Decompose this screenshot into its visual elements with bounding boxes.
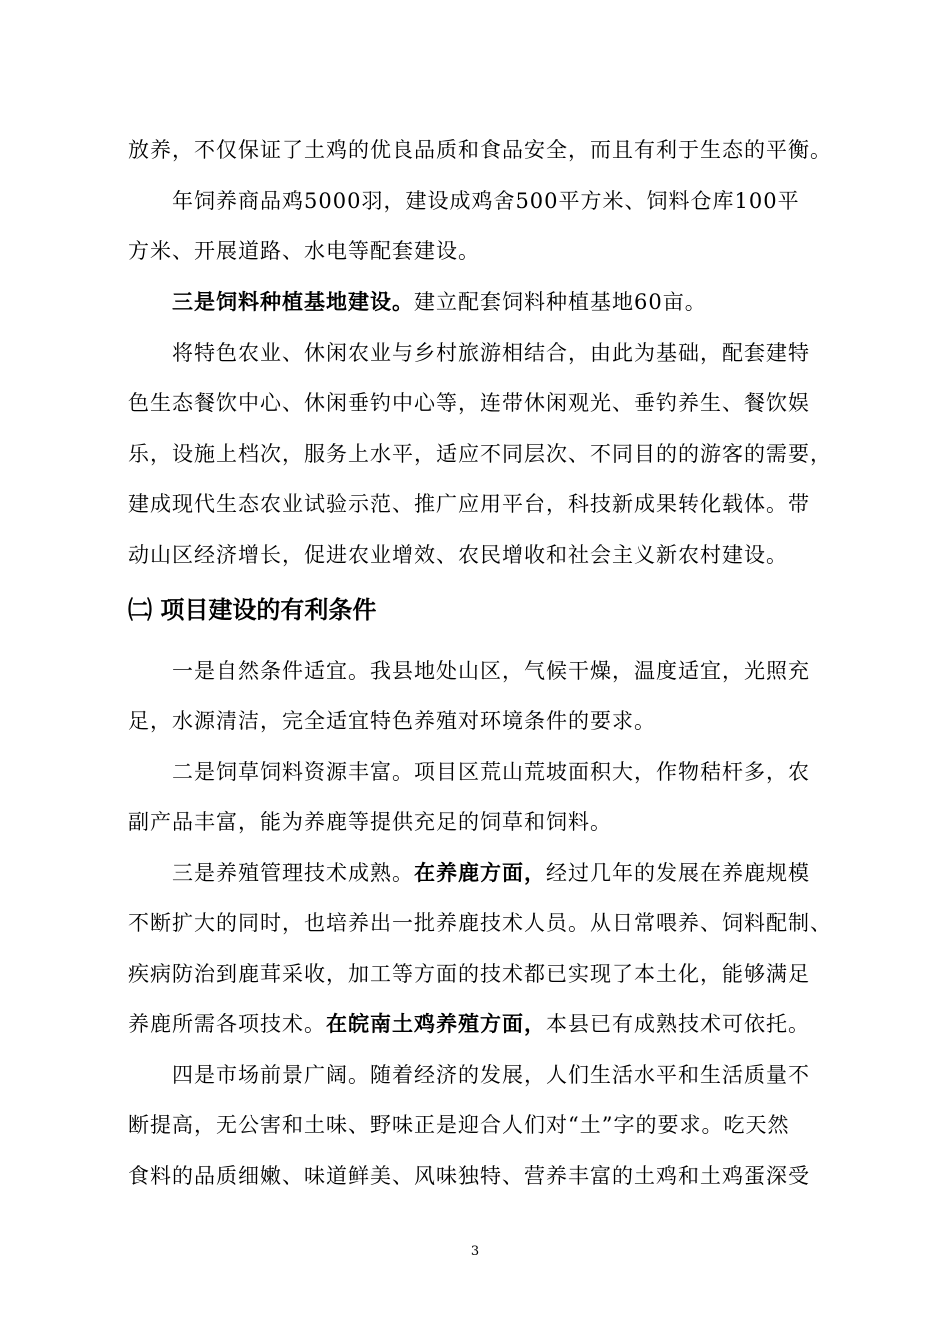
text-line: 副产品丰富，能为养鹿等提供充足的饲草和饲料。 xyxy=(128,810,612,834)
bold-phrase: 在养鹿方面， xyxy=(414,860,546,885)
text-line: 食料的品质细嫩、味道鲜美、风味独特、营养丰富的土鸡和土鸡蛋深受 xyxy=(128,1164,810,1188)
line-text: 三是养殖管理技术成熟。 xyxy=(172,861,414,885)
section-heading: ㈡ 项目建设的有利条件 xyxy=(128,596,377,624)
line-text: 建立配套饲料种植基地60亩。 xyxy=(414,290,707,314)
text-line xyxy=(128,1009,810,1039)
text-line xyxy=(172,858,810,888)
page-number: 3 xyxy=(470,1244,480,1259)
text-line: 二是饲草饲料资源丰富。项目区荒山荒坡面积大，作物秸杆多，农 xyxy=(172,760,810,784)
text-line: 不断扩大的同时，也培养出一批养鹿技术人员。从日常喂养、饲料配制、 xyxy=(128,911,832,935)
line-text: 本县已有成熟技术可依托。 xyxy=(546,1012,810,1036)
text-line: 将特色农业、休闲农业与乡村旅游相结合，由此为基础，配套建特 xyxy=(172,341,810,365)
text-line: 放养，不仅保证了土鸡的优良品质和食品安全，而且有利于生态的平衡。 xyxy=(128,138,832,162)
line-text: 养鹿所需各项技术。 xyxy=(128,1012,326,1036)
line-text: 经过几年的发展在养鹿规模 xyxy=(546,861,810,885)
text-line xyxy=(172,287,707,317)
text-line: 足，水源清洁，完全适宜特色养殖对环境条件的要求。 xyxy=(128,709,656,733)
text-line: 动山区经济增长，促进农业增效、农民增收和社会主义新农村建设。 xyxy=(128,543,788,567)
text-line: 年饲养商品鸡5000羽，建设成鸡舍500平方米、饲料仓库100平 xyxy=(172,189,800,213)
text-line: 四是市场前景广阔。随着经济的发展，人们生活水平和生活质量不 xyxy=(172,1063,810,1087)
text-line: 一是自然条件适宜。我县地处山区，气候干燥，温度适宜，光照充 xyxy=(172,659,810,683)
bold-phrase: 三是饲料种植基地建设。 xyxy=(172,289,414,314)
text-line: 乐，设施上档次，服务上水平，适应不同层次、不同目的的游客的需要， xyxy=(128,442,832,466)
text-line: 断提高，无公害和土味、野味正是迎合人们对“土”字的要求。吃天然 xyxy=(128,1113,790,1137)
text-line: 疾病防治到鹿茸采收，加工等方面的技术都已实现了本土化，能够满足 xyxy=(128,962,810,986)
text-line: 色生态餐饮中心、休闲垂钓中心等，连带休闲观光、垂钓养生、餐饮娱 xyxy=(128,391,810,415)
bold-phrase: 在皖南土鸡养殖方面， xyxy=(326,1011,546,1036)
text-line: 建成现代生态农业试验示范、推广应用平台，科技新成果转化载体。带 xyxy=(128,492,810,516)
text-line: 方米、开展道路、水电等配套建设。 xyxy=(128,239,480,263)
